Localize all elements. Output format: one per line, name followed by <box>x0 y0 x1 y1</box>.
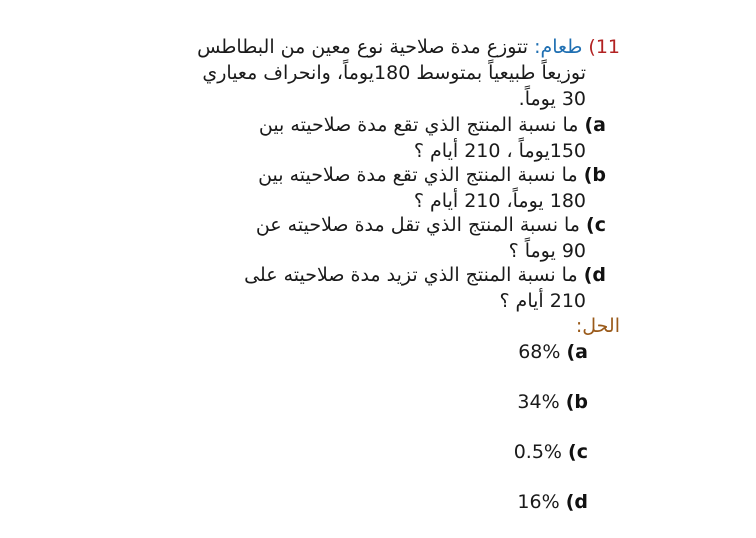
part-b-letter: b) <box>583 164 606 186</box>
part-a-line1 <box>259 112 606 138</box>
answer-b-letter: (b <box>565 391 588 413</box>
answer-c-value: 0.5% <box>513 441 562 463</box>
part-b-line2: 180 يوماً، 210 أيام ؟ <box>413 190 586 212</box>
answer-a-letter: (a <box>566 341 588 363</box>
part-b-text: ما نسبة المنتج الذي تقع مدة صلاحيته بين <box>258 164 578 186</box>
question-intro-line1: تتوزع مدة صلاحية نوع معين من البطاطس <box>197 36 535 58</box>
part-c-line2: 90 يوماً ؟ <box>508 240 586 262</box>
answer-c-letter: (c <box>568 441 588 463</box>
answer-d <box>517 489 588 515</box>
answer-a-value: 68% <box>518 341 561 363</box>
part-d-text: ما نسبة المنتج الذي تزيد مدة صلاحيته على <box>244 264 578 286</box>
question-intro-line3: 30 يوماً. <box>518 88 586 110</box>
answer-d-value: 16% <box>517 491 560 513</box>
part-a-text: ما نسبة المنتج الذي تقع مدة صلاحيته بين <box>258 114 579 136</box>
part-c-letter: c) <box>586 214 606 236</box>
part-a-line2: 150يوماً ، 210 أيام ؟ <box>413 140 586 162</box>
question-topic: طعام <box>540 36 583 58</box>
question-intro-line2: توزيعاً طبيعياً بمتوسط 180يوماً، وانحراف معياري <box>202 62 586 84</box>
part-d-line2: 210 أيام ؟ <box>499 290 586 312</box>
part-c-line1 <box>256 212 606 238</box>
part-b-line1 <box>258 162 606 188</box>
answer-b-value: 34% <box>517 391 560 413</box>
part-d-line1 <box>244 262 606 288</box>
part-a-letter: a) <box>584 114 606 136</box>
answer-d-letter: (d <box>565 491 588 513</box>
question-header-line <box>197 34 620 60</box>
part-d-letter: d) <box>583 264 606 286</box>
part-c-text: ما نسبة المنتج الذي تقل مدة صلاحيته عن <box>255 214 580 236</box>
answer-a <box>518 339 588 365</box>
solution-label: الحل: <box>575 315 620 337</box>
question-number: 11) <box>588 36 620 58</box>
answer-b <box>517 389 588 415</box>
answer-c <box>514 439 588 465</box>
question-topic-colon: : <box>534 36 541 58</box>
